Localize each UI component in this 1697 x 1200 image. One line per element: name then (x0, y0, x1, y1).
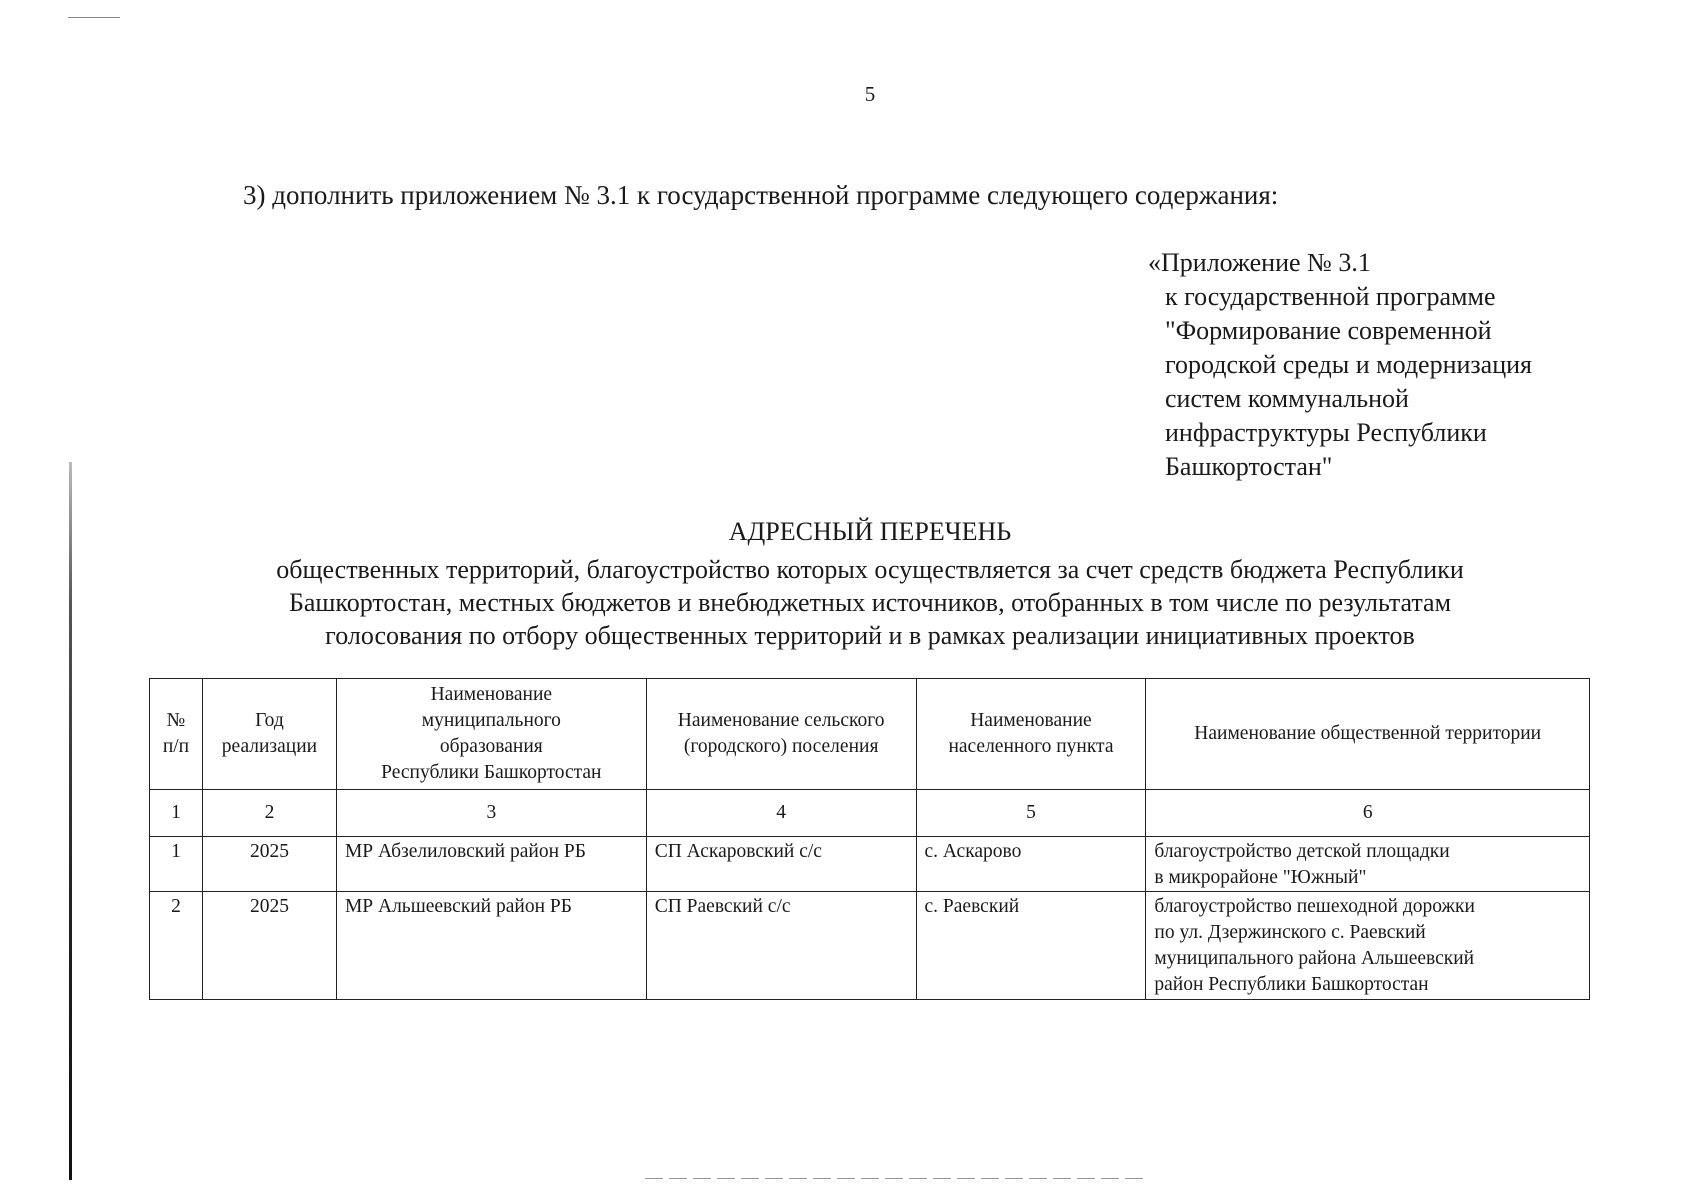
appendix-reference (1148, 246, 1532, 484)
row-territory: благоустройство детской площадки в микрорайоне "Южный" (1146, 837, 1590, 892)
header-cell-municipality: Наименование муниципального образования Республики Башкортостан (336, 679, 646, 790)
row-settlement: СП Раевский с/с (646, 892, 916, 1000)
subtitle-line: Башкортостан, местных бюджетов и внебюджетных источников, отобранных в том числе по результатам (288, 588, 1452, 617)
column-number: 1 (150, 790, 203, 837)
header-cell-settlement: Наименование сельского (городского) поселения (646, 679, 916, 790)
appendix-line: инфраструктуры Республики (1165, 418, 1487, 447)
row-municipality: МР Альшеевский район РБ (336, 892, 646, 1000)
column-number: 3 (336, 790, 646, 837)
column-number: 5 (916, 790, 1146, 837)
header-cell-number: № п/п (150, 679, 203, 790)
page-number: 5 (864, 82, 876, 106)
table-row (150, 892, 1590, 1000)
row-territory: благоустройство пешеходной дорожки по ул. Дзержинского с. Раевский муниципального района Альшеевский район Республики Башкортостан (1146, 892, 1590, 1000)
scan-artifact-bottom (645, 1178, 1145, 1179)
subtitle-line: голосования по отбору общественных территорий и в рамках реализации инициативных проектов (325, 621, 1415, 650)
subtitle-line: общественных территорий, благоустройство которых осуществляется за счет средств бюджета Республики (276, 555, 1464, 584)
document-title: АДРЕСНЫЙ ПЕРЕЧЕНЬ (728, 517, 1012, 546)
table-header-row (150, 679, 1590, 790)
column-number: 4 (646, 790, 916, 837)
appendix-line: городской среды и модернизация (1165, 350, 1533, 379)
address-list-table (149, 678, 1590, 1000)
row-year: 2025 (202, 892, 336, 1000)
amendment-text: 3) дополнить приложением № 3.1 к государственной программе следующего содержания: (243, 180, 1279, 210)
header-cell-locality: Наименование населенного пункта (916, 679, 1146, 790)
scan-artifact-top (68, 17, 120, 18)
row-settlement: СП Аскаровский с/с (646, 837, 916, 892)
row-year: 2025 (202, 837, 336, 892)
column-number: 6 (1146, 790, 1590, 837)
header-cell-territory: Наименование общественной территории (1146, 679, 1590, 790)
row-number: 2 (150, 892, 203, 1000)
appendix-line: Башкортостан" (1165, 452, 1333, 481)
appendix-line: систем коммунальной (1165, 384, 1409, 413)
table-row (150, 837, 1590, 892)
column-number: 2 (202, 790, 336, 837)
appendix-line: "Формирование современной (1165, 316, 1492, 345)
row-locality: с. Аскарово (916, 837, 1146, 892)
column-number-row (150, 790, 1590, 837)
row-municipality: МР Абзелиловский район РБ (336, 837, 646, 892)
row-number: 1 (150, 837, 203, 892)
appendix-line: «Приложение № 3.1 (1148, 248, 1371, 277)
appendix-line: к государственной программе (1165, 282, 1496, 311)
row-locality: с. Раевский (916, 892, 1146, 1000)
header-cell-year: Год реализации (202, 679, 336, 790)
document-subtitle (170, 553, 1570, 652)
scan-artifact-left-edge (69, 462, 72, 1180)
